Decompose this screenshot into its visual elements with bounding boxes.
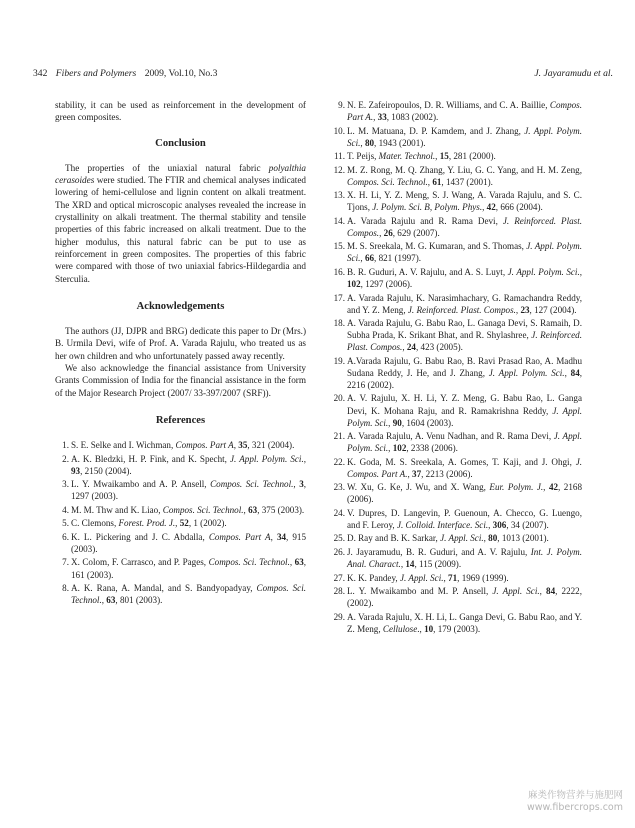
reference-volume: 93 bbox=[71, 465, 81, 476]
reference-separator: , bbox=[402, 342, 407, 353]
reference-authors: A. V. Rajulu, X. H. Li, Y. Z. Meng, G. Babu Rao, L. Ganga Devi, K. Mohana Raju, and R. Ramakrishna Reddy, bbox=[347, 393, 582, 416]
reference-volume: 90 bbox=[392, 417, 402, 428]
reference-volume: 102 bbox=[347, 279, 361, 290]
reference-tail: , 1297 (2003). bbox=[71, 479, 307, 502]
reference-number: 12. bbox=[333, 164, 345, 175]
reference-item bbox=[330, 355, 582, 391]
reference-authors: M. S. Sreekala, M. G. Kumaran, and S. Thomas, bbox=[347, 241, 527, 252]
journal-name: Fibers and Polymers bbox=[55, 68, 137, 79]
reference-journal: J. Compos. Part A. bbox=[347, 456, 582, 479]
reference-volume: 80 bbox=[488, 533, 498, 544]
reference-volume: 23 bbox=[520, 304, 530, 315]
reference-journal: J. Appl. Polym. Sci. bbox=[230, 453, 304, 464]
reference-separator: , bbox=[379, 227, 384, 238]
reference-number: 13. bbox=[333, 190, 345, 201]
watermark-line-1: 麻类作物营养与施肥网 bbox=[527, 790, 623, 801]
reference-authors: M. M. Thw and K. Liao, bbox=[71, 504, 163, 515]
reference-item bbox=[330, 125, 582, 149]
reference-authors: A. Varada Rajulu and R. Rama Devi, bbox=[347, 215, 503, 226]
reference-volume: 24 bbox=[406, 342, 416, 353]
reference-tail: , 281 (2000). bbox=[448, 151, 496, 162]
page-number: 342 bbox=[33, 68, 48, 79]
reference-volume: 63 bbox=[106, 595, 116, 606]
reference-journal: Mater. Technol. bbox=[378, 151, 436, 162]
reference-separator: , bbox=[443, 572, 449, 583]
reference-authors: J. Jayaramudu, B. R. Guduri, and A. V. Rajulu, bbox=[347, 546, 531, 557]
reference-item bbox=[330, 585, 582, 609]
reference-volume: 71 bbox=[448, 572, 458, 583]
reference-volume: 3 bbox=[299, 479, 304, 490]
reference-authors: N. E. Zafeiropoulos, D. R. Williams, and C. A. Baillie, bbox=[347, 100, 550, 110]
reference-item bbox=[330, 392, 582, 428]
reference-authors: M. Z. Rong, M. Q. Zhang, Y. Liu, G. C. Yang, and H. M. Zeng, bbox=[347, 164, 582, 175]
reference-tail: , 821 (1997). bbox=[374, 253, 422, 264]
reference-tail: , 801 (2003). bbox=[115, 595, 163, 606]
reference-separator: , bbox=[435, 151, 440, 162]
references-list-left bbox=[55, 439, 306, 606]
reference-item bbox=[330, 240, 582, 264]
reference-tail: , 1 (2002). bbox=[188, 518, 227, 529]
reference-volume: 42 bbox=[548, 482, 559, 493]
reference-authors: K. Goda, M. S. Sreekala, A. Gomes, T. Kaji, and J. Ohgi, bbox=[347, 456, 576, 467]
reference-journal: Compos. Part A. bbox=[347, 100, 582, 123]
journal-volume: 2009, Vol.10, No.3 bbox=[144, 68, 218, 79]
acknowledgements-heading: Acknowledgements bbox=[136, 300, 225, 312]
reference-number: 9. bbox=[338, 100, 345, 110]
reference-volume: 10 bbox=[424, 623, 434, 634]
reference-volume: 84 bbox=[546, 585, 556, 596]
reference-number: 16. bbox=[333, 266, 345, 277]
reference-separator: , bbox=[243, 504, 249, 515]
reference-separator: , bbox=[388, 443, 393, 454]
reference-number: 20. bbox=[333, 393, 345, 404]
watermark-line-2: www.fibercrops.com bbox=[526, 802, 623, 813]
reference-number: 4. bbox=[62, 504, 69, 515]
reference-volume: 84 bbox=[570, 367, 580, 378]
reference-separator: ., bbox=[417, 623, 425, 634]
reference-number: 11. bbox=[333, 151, 345, 162]
reference-separator: , bbox=[101, 595, 107, 606]
reference-item bbox=[330, 99, 582, 123]
reference-number: 2. bbox=[62, 453, 69, 464]
reference-separator: , bbox=[482, 202, 487, 213]
reference-item bbox=[55, 556, 306, 580]
reference-number: 8. bbox=[62, 583, 69, 593]
reference-journal: Eur. Polym. J. bbox=[489, 482, 544, 493]
reference-tail: , 1604 (2003). bbox=[401, 417, 454, 428]
reference-tail: , 115 (2009). bbox=[414, 559, 462, 570]
reference-journal: J. Appl. Polym. Sci. bbox=[507, 266, 580, 277]
reference-number: 19. bbox=[333, 355, 345, 366]
intro-paragraph: stability, it can be used as reinforcement in the development of green composites. bbox=[55, 100, 306, 123]
reference-number: 25. bbox=[333, 533, 345, 544]
reference-journal: Compos. Sci. Technol. bbox=[162, 504, 244, 515]
reference-tail: , 375 (2003). bbox=[257, 504, 305, 515]
reference-item bbox=[330, 317, 582, 353]
reference-authors: A. Varada Rajulu, X. H. Li, L. Ganga Devi, G. Babu Rao, and Y. Z. Meng, bbox=[347, 611, 582, 634]
species-name: polyalthia cerasoides bbox=[55, 162, 306, 186]
reference-tail: , 423 (2005). bbox=[415, 342, 463, 353]
reference-number: 18. bbox=[333, 318, 345, 329]
reference-separator: , bbox=[515, 304, 521, 315]
running-authors: J. Jayaramudu et al. bbox=[534, 68, 613, 79]
reference-tail: , 1969 (1999). bbox=[457, 572, 509, 583]
reference-tail: , 2150 (2004). bbox=[80, 465, 132, 476]
reference-item bbox=[55, 504, 306, 516]
reference-item bbox=[55, 582, 306, 606]
reference-number: 5. bbox=[62, 518, 69, 529]
reference-number: 29. bbox=[333, 611, 345, 622]
reference-number: 15. bbox=[333, 241, 345, 252]
reference-tail: , 2338 (2006). bbox=[406, 443, 458, 454]
reference-separator: , bbox=[483, 533, 489, 544]
reference-authors: S. E. Selke and I. Wichman, bbox=[71, 440, 176, 451]
reference-tail: , 1083 (2002). bbox=[386, 112, 439, 123]
reference-item bbox=[55, 453, 306, 477]
acknowledgements-paragraph-2: We also acknowledge the financial assistance from University Grants Commission of India for the financial assistance in the form of the Major Research Project (2007/ 33-397/2007 (SRF)). bbox=[55, 363, 306, 398]
conclusion-paragraph bbox=[55, 162, 306, 285]
reference-volume: 15 bbox=[439, 151, 449, 162]
header-left bbox=[33, 68, 223, 79]
references-heading: References bbox=[155, 414, 206, 426]
reference-volume: 14 bbox=[405, 559, 415, 570]
reference-authors: A. Varada Rajulu, G. Babu Rao, L. Ganaga Devi, S. Ramaih, D. Subha Prada, K. Srikant Bhat, and R. Shylashree, bbox=[347, 318, 582, 341]
reference-volume: 63 bbox=[294, 557, 304, 568]
reference-item bbox=[330, 189, 582, 213]
reference-authors: K. L. Pickering and J. C. Abdalla, bbox=[71, 531, 209, 542]
reference-journal: Compos. Sci. Technol. bbox=[347, 176, 428, 187]
reference-tail: , 629 (2007). bbox=[392, 227, 440, 238]
reference-tail: , 1943 (2001). bbox=[374, 137, 426, 148]
reference-item bbox=[330, 215, 582, 239]
reference-item bbox=[330, 532, 582, 544]
reference-tail: , 2168 (2006). bbox=[347, 482, 582, 505]
reference-tail: , 1437 (2001). bbox=[441, 176, 493, 187]
reference-separator: , bbox=[175, 518, 180, 529]
reference-journal: J. Appl. Sci. bbox=[492, 585, 540, 596]
reference-authors: A.Varada Rajulu, G. Babu Rao, B. Ravi Prasad Rao, A. Madhu Sudana Reddy, J. He, and J. Zhang, bbox=[347, 355, 582, 378]
reference-journal: J. Polym. Sci. B, Polym. Phys. bbox=[372, 202, 483, 213]
reference-item bbox=[330, 572, 582, 584]
reference-item bbox=[55, 517, 306, 529]
reference-tail: , 161 (2003). bbox=[71, 557, 307, 580]
reference-tail: , 127 (2004). bbox=[529, 304, 577, 315]
page-header bbox=[33, 68, 613, 79]
reference-number: 21. bbox=[333, 431, 345, 442]
reference-item bbox=[330, 430, 582, 454]
reference-tail: , 1013 (2001). bbox=[497, 533, 549, 544]
reference-number: 6. bbox=[62, 531, 69, 542]
reference-authors: A. Varada Rajulu, K. Narasimhachary, G. Ramachandra Reddy, and Y. Z. Meng, bbox=[347, 292, 582, 315]
reference-volume: 66 bbox=[364, 253, 375, 264]
reference-item bbox=[330, 150, 582, 162]
reference-journal: J. Appl. Polym. Sci. bbox=[347, 431, 582, 454]
references-list-right bbox=[330, 99, 582, 635]
reference-authors: L. Y. Mwaikambo and A. P. Ansell, bbox=[71, 479, 211, 490]
reference-item bbox=[330, 266, 582, 290]
reference-journal: J. Appl. Polym. Sci. bbox=[347, 241, 582, 264]
reference-item bbox=[330, 611, 582, 635]
reference-separator: , bbox=[488, 519, 493, 530]
reference-separator: , bbox=[293, 479, 300, 490]
reference-separator: , bbox=[564, 367, 571, 378]
reference-number: 23. bbox=[333, 482, 345, 493]
reference-item bbox=[55, 439, 306, 451]
reference-separator: , bbox=[539, 585, 547, 596]
acknowledgements-paragraph-1: The authors (JJ, DJPR and BRG) dedicate this paper to Dr (Mrs.) B. Urmila Devi, wife of Prof. A. Varada Rajulu, who treated us as her own children and who unfortunately passed away recently. bbox=[55, 326, 306, 361]
reference-volume: 33 bbox=[377, 112, 387, 123]
reference-journal: J. Appl. Polym. Sci. bbox=[347, 125, 582, 148]
reference-journal: Compos. Part A bbox=[208, 531, 271, 542]
reference-journal: J. Appl. Sci. bbox=[440, 533, 484, 544]
reference-volume: 63 bbox=[248, 504, 258, 515]
reference-tail: , 2216 (2002). bbox=[347, 367, 583, 390]
reference-number: 26. bbox=[333, 546, 345, 557]
reference-volume: 37 bbox=[412, 468, 422, 479]
reference-volume: 42 bbox=[486, 202, 496, 213]
reference-tail: , 666 (2004). bbox=[495, 202, 543, 213]
reference-volume: 34 bbox=[276, 531, 287, 542]
right-column bbox=[330, 99, 582, 636]
reference-journal: Compos. Sci. Technol. bbox=[71, 583, 306, 606]
reference-volume: 52 bbox=[179, 518, 189, 529]
reference-authors: B. R. Guduri, A. V. Rajulu, and A. S. Luyt, bbox=[347, 266, 508, 277]
reference-journal: Forest. Prod. J. bbox=[118, 518, 176, 529]
reference-journal: Compos. Sci. Technol. bbox=[208, 557, 290, 568]
reference-authors: T. Peijs, bbox=[347, 151, 379, 162]
reference-tail: , 321 (2004). bbox=[247, 440, 295, 451]
reference-item bbox=[330, 481, 582, 505]
reference-separator: , bbox=[579, 266, 582, 277]
reference-separator: , bbox=[360, 253, 365, 264]
reference-tail: , 179 (2003). bbox=[433, 623, 481, 634]
reference-item bbox=[330, 456, 582, 480]
reference-item bbox=[330, 292, 582, 316]
reference-separator: , bbox=[270, 531, 277, 542]
reference-journal: Compos. Part A bbox=[175, 440, 234, 451]
reference-authors: K. K. Pandey, bbox=[347, 572, 400, 583]
reference-number: 10. bbox=[333, 125, 345, 136]
reference-journal: Int. J. Polym. Anal. Charact. bbox=[347, 546, 582, 570]
reference-authors: X. H. Li, Y. Z. Meng, S. J. Wang, A. Varada Rajulu, and S. C. Tjons, bbox=[347, 190, 582, 213]
reference-journal: J. Appl. Polym. Sci. bbox=[347, 405, 582, 428]
reference-volume: 80 bbox=[364, 137, 375, 148]
reference-tail: , 34 (2007). bbox=[506, 519, 549, 530]
reference-authors: X. Colom, F. Carrasco, and P. Pages, bbox=[71, 557, 209, 568]
reference-number: 22. bbox=[333, 456, 345, 467]
reference-authors: L. Y. Mwaikambo and M. P. Ansell, bbox=[347, 585, 493, 596]
reference-tail: , 1297 (2006). bbox=[360, 279, 413, 290]
reference-authors: C. Clemons, bbox=[71, 518, 119, 529]
reference-volume: 61 bbox=[432, 176, 442, 187]
reference-journal: J. Colloid. Interface. Sci. bbox=[396, 519, 489, 530]
conclusion-heading: Conclusion bbox=[155, 137, 206, 149]
reference-journal: J. Reinforced. Plast. Compos. bbox=[347, 215, 583, 238]
reference-separator: , bbox=[360, 137, 365, 148]
reference-authors: D. Ray and B. K. Sarkar, bbox=[347, 533, 441, 544]
left-column bbox=[55, 99, 306, 608]
reference-journal: J. Appl. Polym. Sci. bbox=[488, 367, 565, 378]
reference-separator: , bbox=[407, 468, 413, 479]
reference-journal: J. Appl. Sci. bbox=[399, 572, 444, 583]
reference-separator: , bbox=[373, 112, 378, 123]
reference-authors: L. M. Matuana, D. P. Kamdem, and J. Zhang, bbox=[347, 125, 525, 136]
reference-separator: , bbox=[289, 557, 295, 568]
reference-tail: , 2213 (2006). bbox=[421, 468, 473, 479]
reference-item bbox=[55, 478, 306, 502]
reference-separator: , bbox=[303, 453, 306, 464]
reference-separator: , bbox=[400, 559, 406, 570]
reference-journal: J. Reinforced. Plast. Compos. bbox=[407, 304, 516, 315]
reference-separator: , bbox=[233, 440, 239, 451]
reference-item bbox=[55, 531, 306, 555]
watermark bbox=[527, 790, 623, 814]
reference-number: 1. bbox=[62, 440, 69, 451]
reference-authors: A. Varada Rajulu, A. Venu Nadhan, and R. Rama Devi, bbox=[347, 431, 554, 442]
reference-item bbox=[330, 546, 582, 570]
reference-journal: Cellulose bbox=[382, 623, 418, 634]
reference-separator: , bbox=[543, 482, 549, 493]
reference-number: 3. bbox=[62, 479, 69, 490]
reference-number: 27. bbox=[333, 572, 345, 583]
reference-number: 24. bbox=[333, 507, 345, 518]
reference-journal: Compos. Sci. Technol. bbox=[210, 479, 294, 490]
reference-volume: 306 bbox=[492, 519, 507, 530]
reference-authors: V. Dupres, D. Langevin, P. Guenoun, A. Checco, G. Luengo, and F. Leroy, bbox=[347, 507, 582, 530]
reference-number: 14. bbox=[333, 215, 345, 226]
reference-number: 28. bbox=[333, 585, 345, 596]
conclusion-text-1: The properties of the uniaxial natural fabric bbox=[65, 162, 269, 173]
reference-separator: , bbox=[388, 417, 393, 428]
reference-authors: A. K. Rana, A. Mandal, and S. Bandyopadyay, bbox=[71, 583, 257, 593]
reference-number: 7. bbox=[62, 557, 69, 568]
reference-volume: 102 bbox=[392, 443, 407, 454]
conclusion-text-2: were studied. The FTIR and chemical analyses indicated lowering of hemi-cellulose and lignin content on alkali treatment. The XRD and optical microscopic analyses revealed the increase in crystallinity on alkali treatment. The thermal stability and tensile properties of this fabric increased on alkali treatment. Due to the higher modulus, this natural fabric can be put to use as reinforcement in green composites. The properties of this fabric were compared with those of two uniaxial fabrics-Hildegardia and Sterculia. bbox=[55, 175, 306, 284]
reference-tail: , 2222, (2002). bbox=[347, 585, 582, 609]
reference-volume: 26 bbox=[383, 227, 393, 238]
reference-tail: , 915 (2003). bbox=[71, 531, 307, 554]
reference-item bbox=[330, 164, 582, 188]
reference-separator: , bbox=[427, 176, 433, 187]
reference-item bbox=[330, 507, 582, 531]
reference-authors: A. K. Bledzki, H. P. Fink, and K. Specht, bbox=[71, 453, 231, 464]
reference-journal: J. Reinforced. Plast. Compos. bbox=[347, 330, 582, 353]
reference-number: 17. bbox=[333, 292, 345, 303]
reference-authors: W. Xu, G. Ke, J. Wu, and X. Wang, bbox=[347, 482, 490, 493]
reference-volume: 35 bbox=[238, 440, 248, 451]
